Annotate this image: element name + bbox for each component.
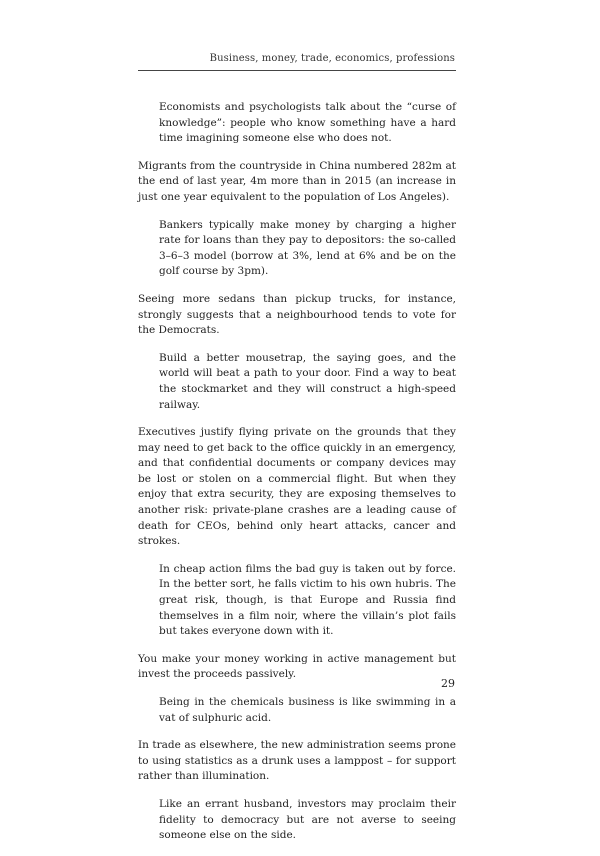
quote-paragraph: Like an errant husband, investors may proclaim their fidelity to democracy but are not averse to seeing someone else on the side.: [159, 797, 456, 842]
quote-paragraph: Migrants from the countryside in China numbered 282m at the end of last year, 4m more than in 2015 (an increase in just one year equivalent to the population of Los Angeles).: [138, 159, 456, 203]
quote-paragraph: In trade as elsewhere, the new administration seems prone to using statistics as a drunk uses a lamppost – for support rather than illumination.: [138, 739, 456, 783]
quote-paragraph: Executives justify flying private on the grounds that they may need to get back to the office quickly in an emergency, and that confidential documents or company devices may be lost or stolen on a commercial flight. But when they enjoy that extra security, they are exposing themselves to another risk: private-plane crashes are a leading cause of death for CEOs, behind only heart attacks, cancer and strokes.: [138, 426, 456, 548]
running-head: Business, money, trade, economics, professions: [209, 53, 455, 64]
quote-paragraph: You make your money working in active management but invest the proceeds passively.: [138, 652, 456, 681]
header-rule: [138, 70, 456, 71]
quote-paragraph: Being in the chemicals business is like swimming in a vat of sulphuric acid.: [159, 696, 456, 724]
quote-paragraph: In cheap action films the bad guy is taken out by force. In the better sort, he falls victim to his own hubris. The great risk, though, is that Europe and Russia find themselves in a film noir, where the villain’s plot fails but takes everyone down with it.: [159, 562, 456, 638]
quote-paragraph: Bankers typically make money by charging a higher rate for loans than they pay to depositors: the so-called 3–6–3 model (borrow at 3%, lend at 6% and be on the golf course by 3pm).: [159, 218, 456, 278]
quote-paragraph: Economists and psychologists talk about the “curse of knowledge”: people who know something have a hard time imagining someone else who does not.: [159, 101, 456, 145]
page-number: 29: [441, 677, 455, 690]
body-text: [138, 100, 456, 856]
quote-paragraph: Build a better mousetrap, the saying goes, and the world will beat a path to your door. Find a way to beat the stockmarket and they will construct a high-speed railway.: [159, 351, 456, 411]
quote-paragraph: Seeing more sedans than pickup trucks, for instance, strongly suggests that a neighbourhood tends to vote for the Democrats.: [138, 292, 456, 337]
